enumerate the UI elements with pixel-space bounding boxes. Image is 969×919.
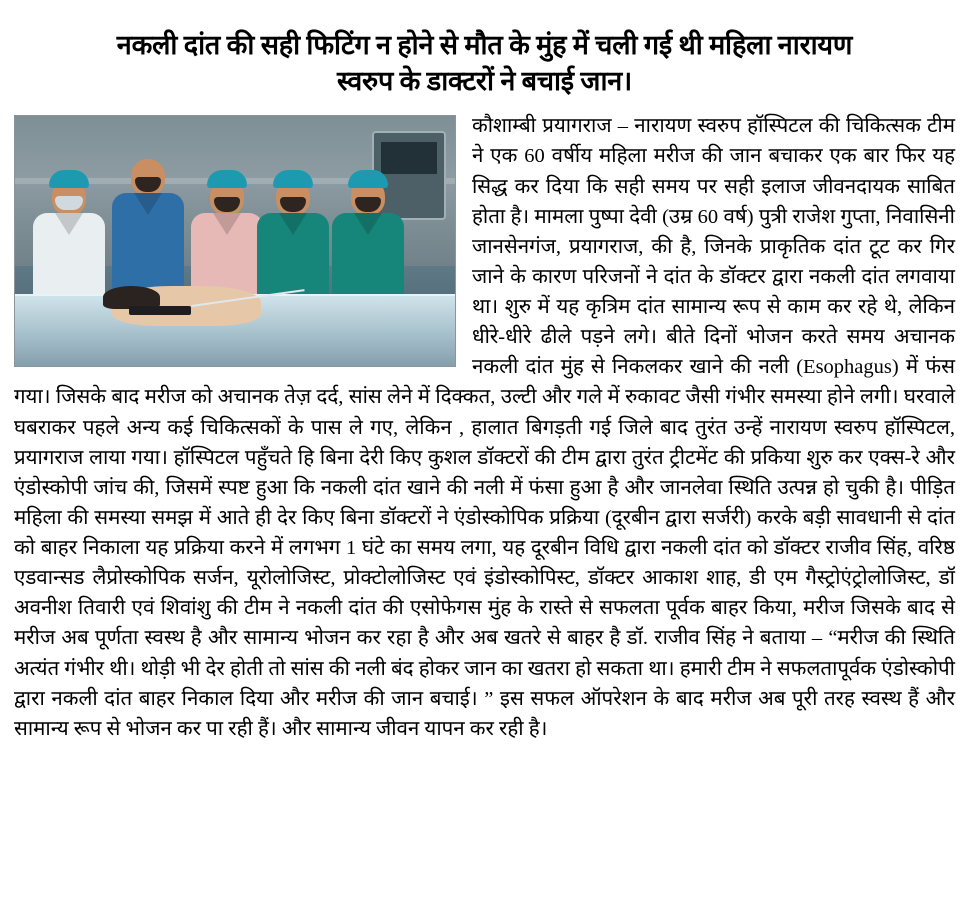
headline-line-1: नकली दांत की सही फिटिंग न होने से मौत के मुंह में चली गई थी महिला नारायण — [116, 30, 853, 60]
article-paragraph: कौशाम्बी प्रयागराज – नारायण स्वरुप हॉस्पिटल की चिकित्सक टीम ने एक 60 वर्षीय महिला मरीज की जान बचाकर एक बार फिर यह सिद्ध कर दिया कि सही समय पर सही इलाज जीवनदायक साबित होता है। मामला पुष्पा देवी (उम्र 60 वर्ष) पुत्री राजेश गुप्ता, निवासिनी जानसेनगंज, प्रयागराज, की है, जिनके प्राकृतिक दांत टूट कर गिर जाने के कारण परिजनों ने दांत के डॉक्टर द्वारा नकली दांत लगवाया था। शुरु में यह कृत्रिम दांत सामान्य रूप से काम कर रहे थे, लेकिन धीरे-धीरे ढीले पड़ने लगे। बीते दिनों भोजन करते समय अचानक नकली दांत मुंह से निकलकर खाने की नली (Esophagus) में फंस गया। जिसके बाद मरीज को अचानक तेज़ दर्द, सांस लेने में दिक्कत, उल्टी और गले में रुकावट जैसी गंभीर समस्या होने लगी। घरवाले घबराकर पहले अन्य कई चिकित्सकों के पास ले गए, लेकिन , हालात बिगड़ती गई जिले बाद तुरंत उन्हें नारायण स्वरुप हॉस्पिटल, प्रयागराज लाया गया। हॉस्पिटल पहुँचते हि बिना देरी किए कुशल डॉक्टरों की टीम द्वारा तुरंत ट्रीटमेंट की प्रकिया शुरु कर एक्स-रे और एंडोस्कोपी जांच की, जिसमें स्पष्ट हुआ कि नकली दांत खाने की नली में फंसा हुआ है और जानलेवा स्थिति उत्पन्न हो चुकी है। पीड़ित महिला की समस्या समझ में आते ही देर किए बिना डॉक्टरों ने एंडोस्कोपिक प्रक्रिया (दूरबीन द्वारा सर्जरी) करके बड़ी सावधानी से दांत को बाहर निकाला यह प्रक्रिया करने में लगभग 1 घंटे का समय लगा, यह दूरबीन विधि द्वारा नकली दांत को डॉक्टर राजीव सिंह, वरिष्ठ एडवान्सड लैप्रोस्कोपिक सर्जन, यूरोलोजिस्ट, प्रोक्टोलोजिस्ट एवं इंडोस्कोपिस्ट, डॉक्टर आकाश शाह, डी एम गैस्ट्रोएंट्रोलोजिस्ट, डॉ अवनीश तिवारी एवं शिवांशु की टीम ने नकली दांत की एसोफेगस मुंह के रास्ते से सफलता पूर्वक बाहर किया, मरीज जिसके बाद से मरीज अब पूर्णता स्वस्थ है और सामान्य भोजन कर रहा है और अब खतरे से बाहर है डॉ. राजीव सिंह ने बताया – “मरीज की स्थिति अत्यंत गंभीर थी। थोड़ी भी देर होती तो सांस की नली बंद होकर जान का खतरा हो सकता था। हमारी टीम ने सफलतापूर्वक एंडोस्कोपी द्वारा नकली दांत बाहर निकाल दिया और मरीज की जान बचाई। ” इस सफल ऑपरेशन के बाद मरीज अब पूरी तरह स्वस्थ हैं और सामान्य रूप से भोजन कर पा रही हैं। और सामान्य जीवन यापन कर रही है। — [14, 115, 955, 740]
surgical-cap-icon — [348, 170, 388, 188]
doctor-head — [276, 179, 310, 215]
doctor-shirt — [112, 193, 184, 301]
patient-eye-cover — [129, 306, 191, 315]
endoscopy-procedure-photo — [14, 115, 456, 367]
beard-shape — [280, 197, 306, 212]
surgical-cap-icon — [207, 170, 247, 188]
page-title — [20, 28, 949, 99]
surgical-cap-icon — [49, 170, 89, 188]
doctor-head — [210, 179, 244, 215]
beard-shape — [355, 197, 381, 212]
doctor-head — [52, 179, 86, 215]
doctor-head — [351, 179, 385, 215]
article-body-wrapper — [14, 111, 955, 744]
face-mask-icon — [55, 196, 83, 210]
beard-shape — [214, 197, 240, 212]
doctor-figure-2 — [112, 159, 184, 301]
surgical-cap-icon — [273, 170, 313, 188]
doctor-head — [131, 159, 165, 195]
headline-line-2: स्वरुप के डाक्टरों ने बचाई जान। — [336, 65, 633, 96]
beard-shape — [135, 177, 161, 192]
